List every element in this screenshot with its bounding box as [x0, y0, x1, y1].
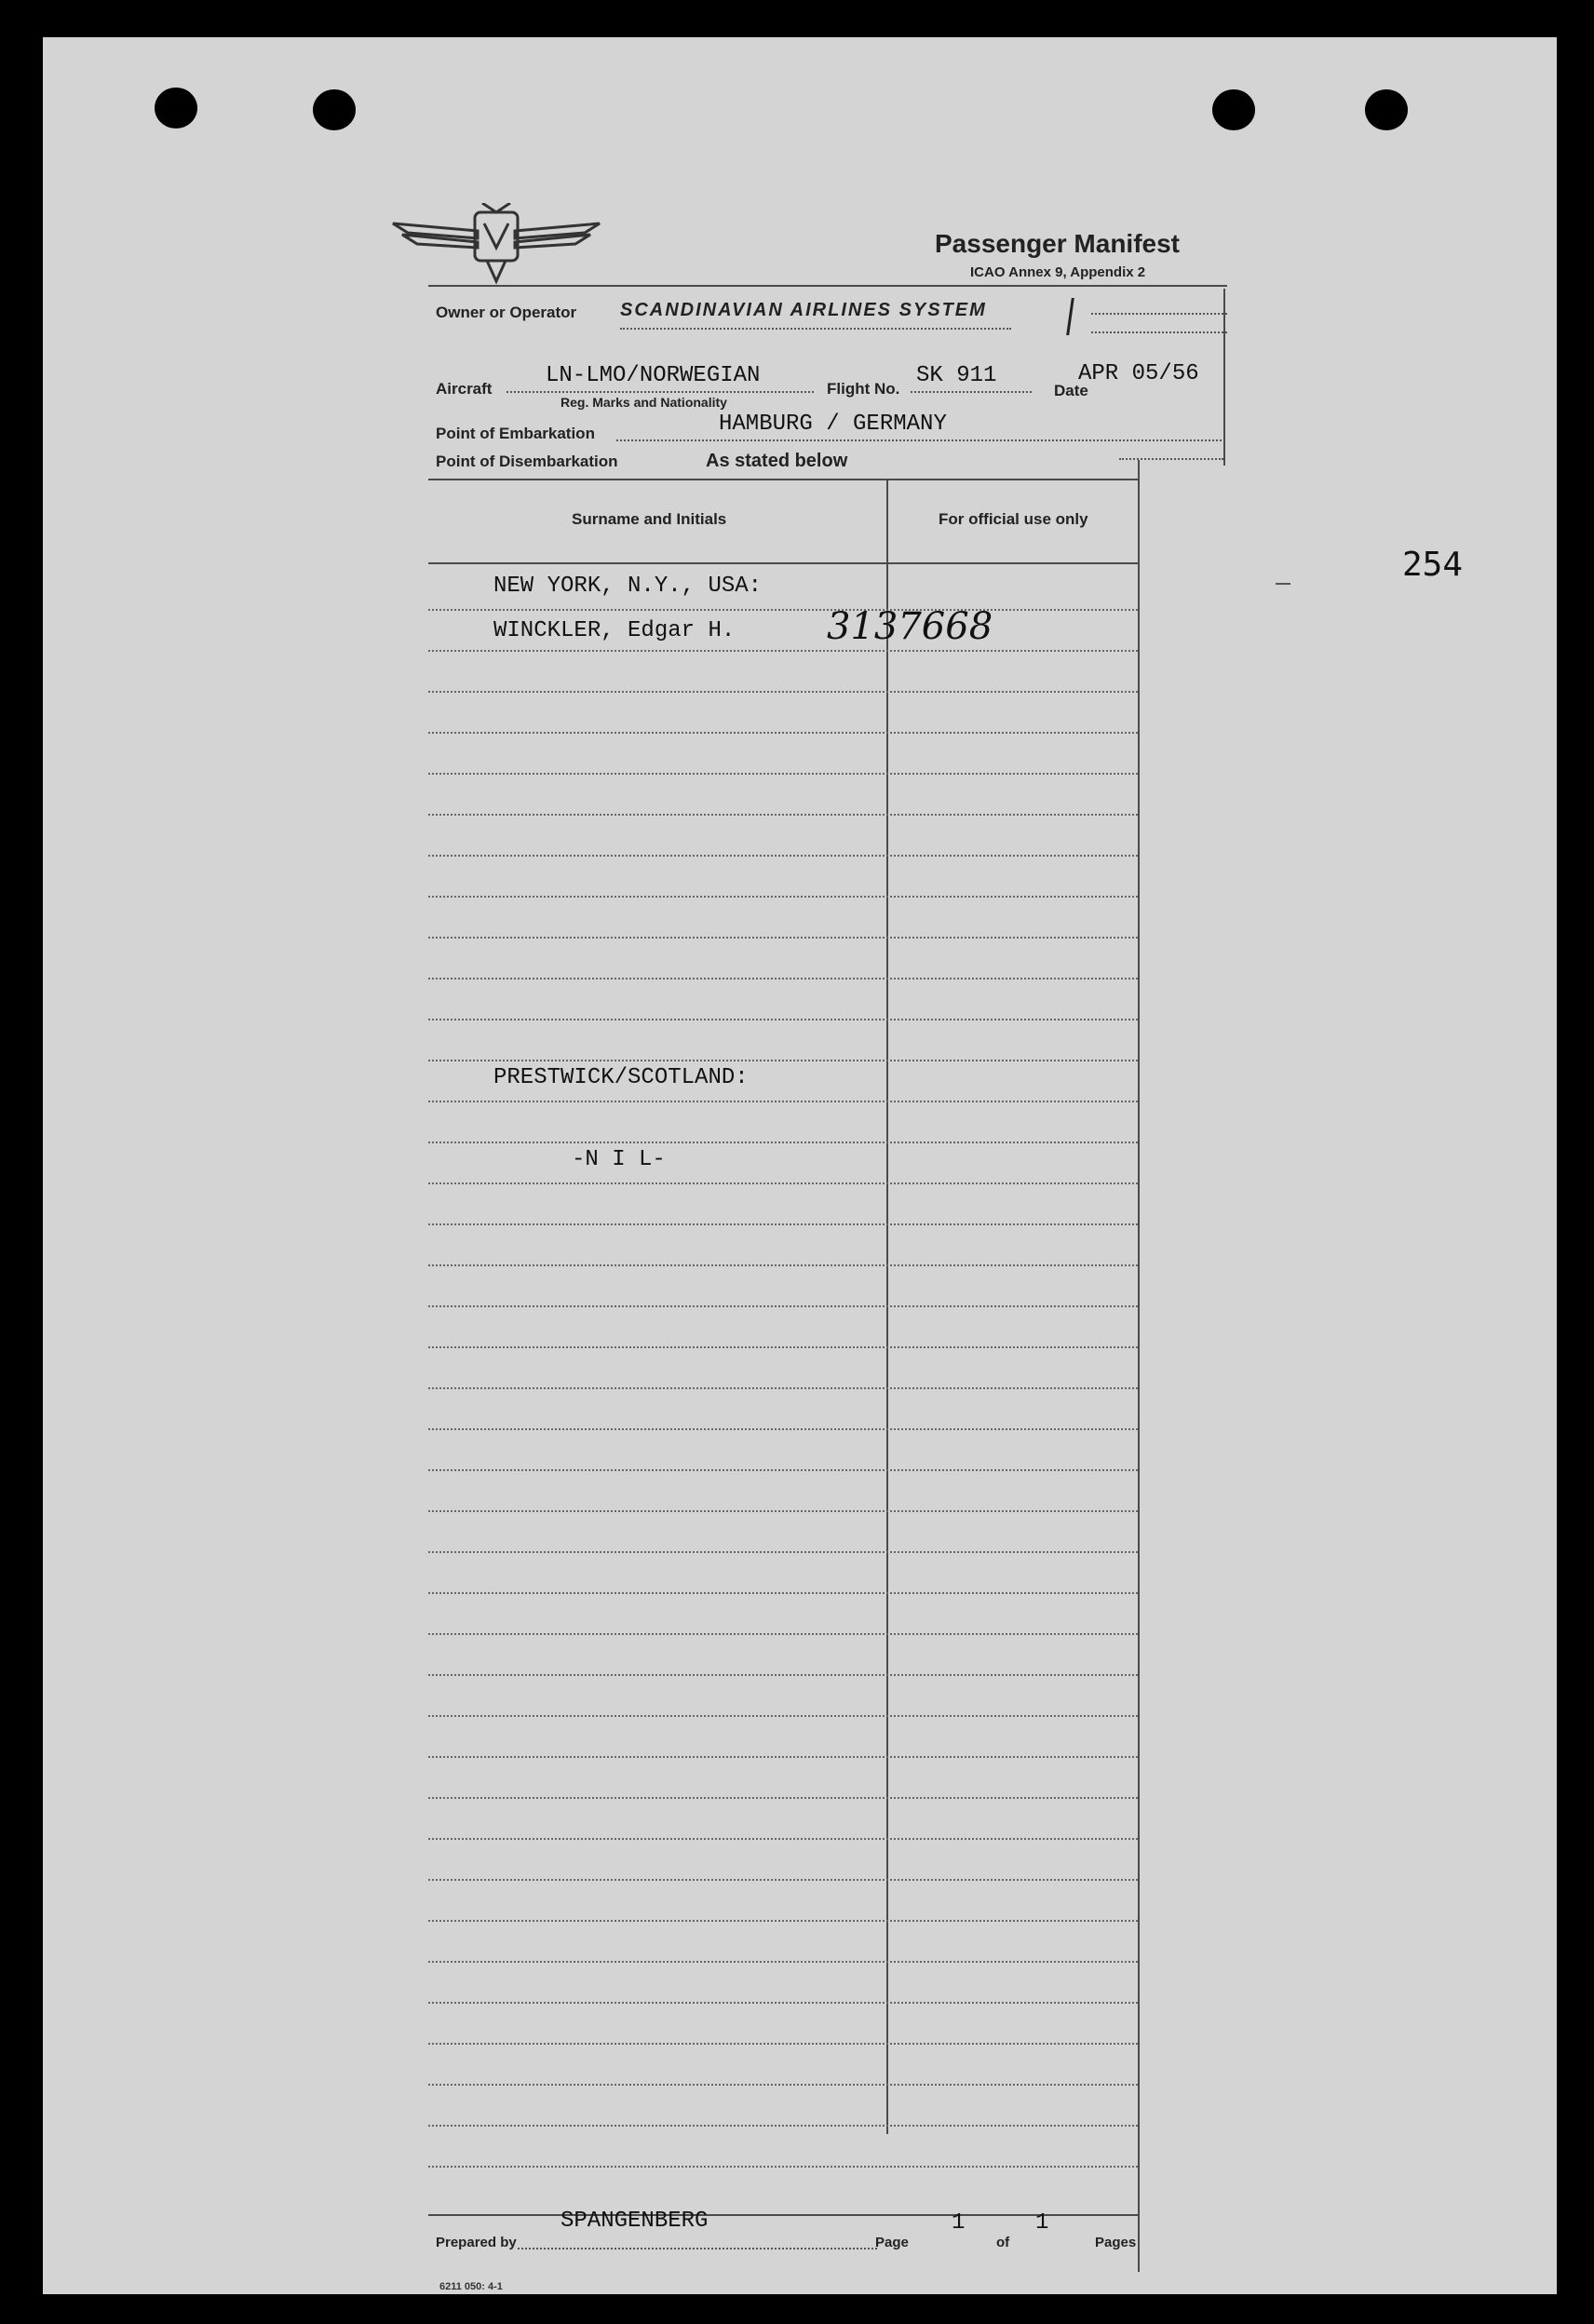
ruled-line: [428, 1510, 1138, 1512]
ruled-line: [428, 896, 1138, 898]
ruled-line: [428, 1592, 1138, 1594]
ruled-line: [428, 650, 1138, 652]
nil-entry: -N I L-: [572, 1147, 666, 1172]
destination-heading: PRESTWICK/SCOTLAND:: [493, 1065, 749, 1090]
manifest-page: [43, 37, 1557, 2294]
ruled-line: [428, 2043, 1138, 2045]
passenger-entry: WINCKLER, Edgar H.: [493, 618, 736, 643]
ruled-line: [428, 1961, 1138, 1963]
aircraft-sublabel: Reg. Marks and Nationality: [561, 395, 727, 410]
airline-wings-logo-icon: [389, 203, 603, 287]
embarkation-line: [616, 439, 1222, 441]
ruled-line: [428, 2084, 1138, 2086]
punch-hole: [313, 89, 356, 130]
ruled-line: [428, 1428, 1138, 1430]
ruled-line: [428, 2125, 1138, 2127]
table-header-border: [428, 562, 1140, 564]
date-label: Date: [1054, 382, 1088, 399]
owner-line: [620, 328, 1011, 330]
ruled-line: [428, 1223, 1138, 1225]
ruled-line: [428, 1305, 1138, 1307]
of-label: of: [996, 2235, 1010, 2250]
column-header-official: For official use only: [939, 510, 1088, 528]
ruled-line: [428, 1182, 1138, 1184]
page-value: 1: [952, 2210, 966, 2236]
aircraft-label: Aircraft: [436, 380, 493, 398]
owner-label: Owner or Operator: [436, 304, 577, 321]
table-column-divider: [886, 480, 888, 2134]
flight-label: Flight No.: [827, 380, 900, 398]
prepared-by-label: Prepared by: [436, 2235, 517, 2250]
ruled-line: [428, 1060, 1138, 1061]
ruled-line: [428, 1387, 1138, 1389]
prepared-by-line: [518, 2248, 877, 2250]
ruled-line: [428, 1797, 1138, 1799]
aircraft-line: [507, 391, 814, 393]
flight-line: [911, 391, 1032, 393]
ruled-line: [428, 1879, 1138, 1881]
punch-hole: [1212, 89, 1255, 130]
owner-line-right: [1091, 331, 1227, 333]
ruled-line: [428, 1756, 1138, 1758]
embarkation-value: HAMBURG / GERMANY: [719, 412, 947, 437]
ruled-line: [428, 1264, 1138, 1266]
embarkation-label: Point of Embarkation: [436, 425, 595, 442]
ruled-line: [428, 1142, 1138, 1143]
disembarkation-line: [1119, 458, 1223, 460]
ruled-line: [428, 1674, 1138, 1676]
ruled-line: [428, 1715, 1138, 1717]
header-right-edge: [1223, 289, 1225, 466]
of-value: 1: [1035, 2210, 1049, 2236]
ruled-line: [428, 937, 1138, 939]
ruled-line: [428, 978, 1138, 980]
punch-hole: [1365, 89, 1408, 130]
ruled-line: [428, 1633, 1138, 1635]
disembarkation-label: Point of Disembarkation: [436, 453, 618, 470]
column-header-surname: Surname and Initials: [572, 510, 727, 528]
date-value: APR 05/56: [1078, 361, 1199, 386]
ruled-line: [428, 1920, 1138, 1922]
aircraft-value: LN-LMO/NORWEGIAN: [546, 363, 761, 388]
owner-line-right: [1091, 313, 1227, 315]
ruled-line: [428, 1101, 1138, 1102]
ruled-line: [428, 609, 1138, 611]
page-label: Page: [875, 2235, 909, 2250]
ruled-line: [428, 1838, 1138, 1840]
disembarkation-value: As stated below: [706, 451, 848, 471]
flight-value: SK 911: [916, 363, 997, 388]
ruled-line: [428, 1019, 1138, 1020]
ruled-line: [428, 732, 1138, 734]
ruled-line: [428, 855, 1138, 857]
ruled-line: [428, 1551, 1138, 1553]
table-right-border: [1138, 460, 1140, 2272]
ruled-line: [428, 1469, 1138, 1471]
owner-separator-mark: [1066, 298, 1074, 335]
official-use-handwritten-number: 3137668: [827, 605, 993, 648]
prepared-by-value: SPANGENBERG: [561, 2209, 709, 2234]
footer-divider: [428, 2214, 1140, 2216]
header-divider: [428, 285, 1227, 287]
ruled-line: [428, 691, 1138, 693]
form-code: 6211 050: 4-1: [439, 2281, 503, 2292]
manifest-title: Passenger Manifest: [935, 229, 1180, 258]
punch-hole: [155, 88, 197, 128]
manifest-subtitle: ICAO Annex 9, Appendix 2: [970, 264, 1146, 280]
ruled-line: [428, 773, 1138, 775]
ruled-line: [428, 2002, 1138, 2004]
ruled-line: [428, 1346, 1138, 1348]
owner-value: SCANDINAVIAN AIRLINES SYSTEM: [620, 300, 987, 320]
destination-heading: NEW YORK, N.Y., USA:: [493, 574, 763, 599]
page-number: 254: [1402, 546, 1464, 584]
manifest-form: [384, 149, 1376, 2292]
pages-label: Pages: [1095, 2235, 1137, 2250]
ruled-line: [428, 2166, 1138, 2168]
table-top-border: [428, 479, 1140, 480]
ruled-line: [428, 814, 1138, 816]
